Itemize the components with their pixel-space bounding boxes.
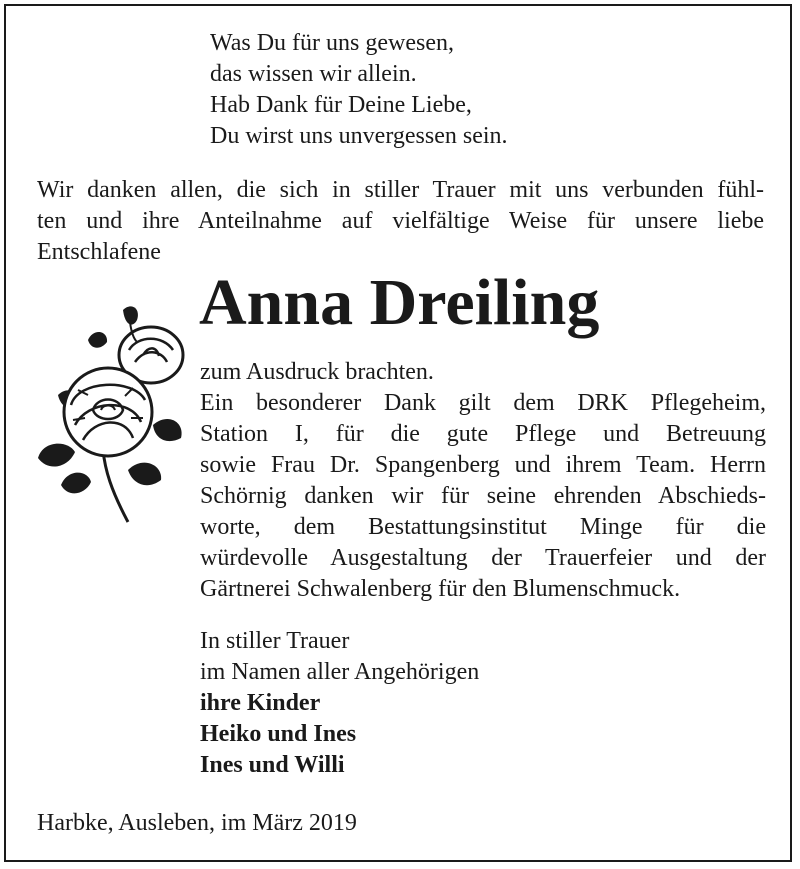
place-and-date: Harbke, Ausleben, im März 2019 <box>37 810 357 836</box>
signature-block <box>200 626 479 781</box>
mourner-name: Heiko und Ines <box>200 721 357 747</box>
intro-line: ten und ihre Anteilnahme auf vielfältige Weise für unsere liebe <box>37 208 764 234</box>
body-line: Gärtnerei Schwalenberg für den Blumenschmuck. <box>200 576 681 602</box>
body-line: Station I, für die gute Pflege und Betreuung <box>200 421 766 447</box>
poem-line: das wissen wir allein. <box>210 61 417 87</box>
body-line: worte, dem Bestattungsinstitut Minge für die <box>200 514 766 540</box>
poem-line: Du wirst uns unvergessen sein. <box>210 123 508 149</box>
body-line: Schörnig danken wir für seine ehrenden Abschieds- <box>200 483 766 509</box>
intro-line: Wir danken allen, die sich in stiller Trauer mit uns verbunden fühl- <box>37 177 764 203</box>
body-line: Ein besonderer Dank gilt dem DRK Pflegeheim, <box>200 390 766 416</box>
mourner-name: Ines und Willi <box>200 752 345 778</box>
memorial-poem <box>210 28 508 152</box>
body-line: sowie Frau Dr. Spangenberg und ihrem Team. Herrn <box>200 452 766 478</box>
intro-line: Entschlafene <box>37 239 161 265</box>
poem-line: Hab Dank für Deine Liebe, <box>210 92 472 118</box>
thanks-intro <box>37 175 764 268</box>
body-line: zum Ausdruck brachten. <box>200 359 434 385</box>
rose-icon <box>33 300 193 525</box>
poem-line: Was Du für uns gewesen, <box>210 30 455 56</box>
thanks-body <box>200 357 766 605</box>
signature-line: im Namen aller Angehörigen <box>200 659 480 685</box>
body-line: würdevolle Ausgestaltung der Trauerfeier und der <box>200 545 766 571</box>
mourner-name: ihre Kinder <box>200 690 321 716</box>
deceased-name: Anna Dreiling <box>199 266 600 339</box>
signature-line: In stiller Trauer <box>200 628 350 654</box>
